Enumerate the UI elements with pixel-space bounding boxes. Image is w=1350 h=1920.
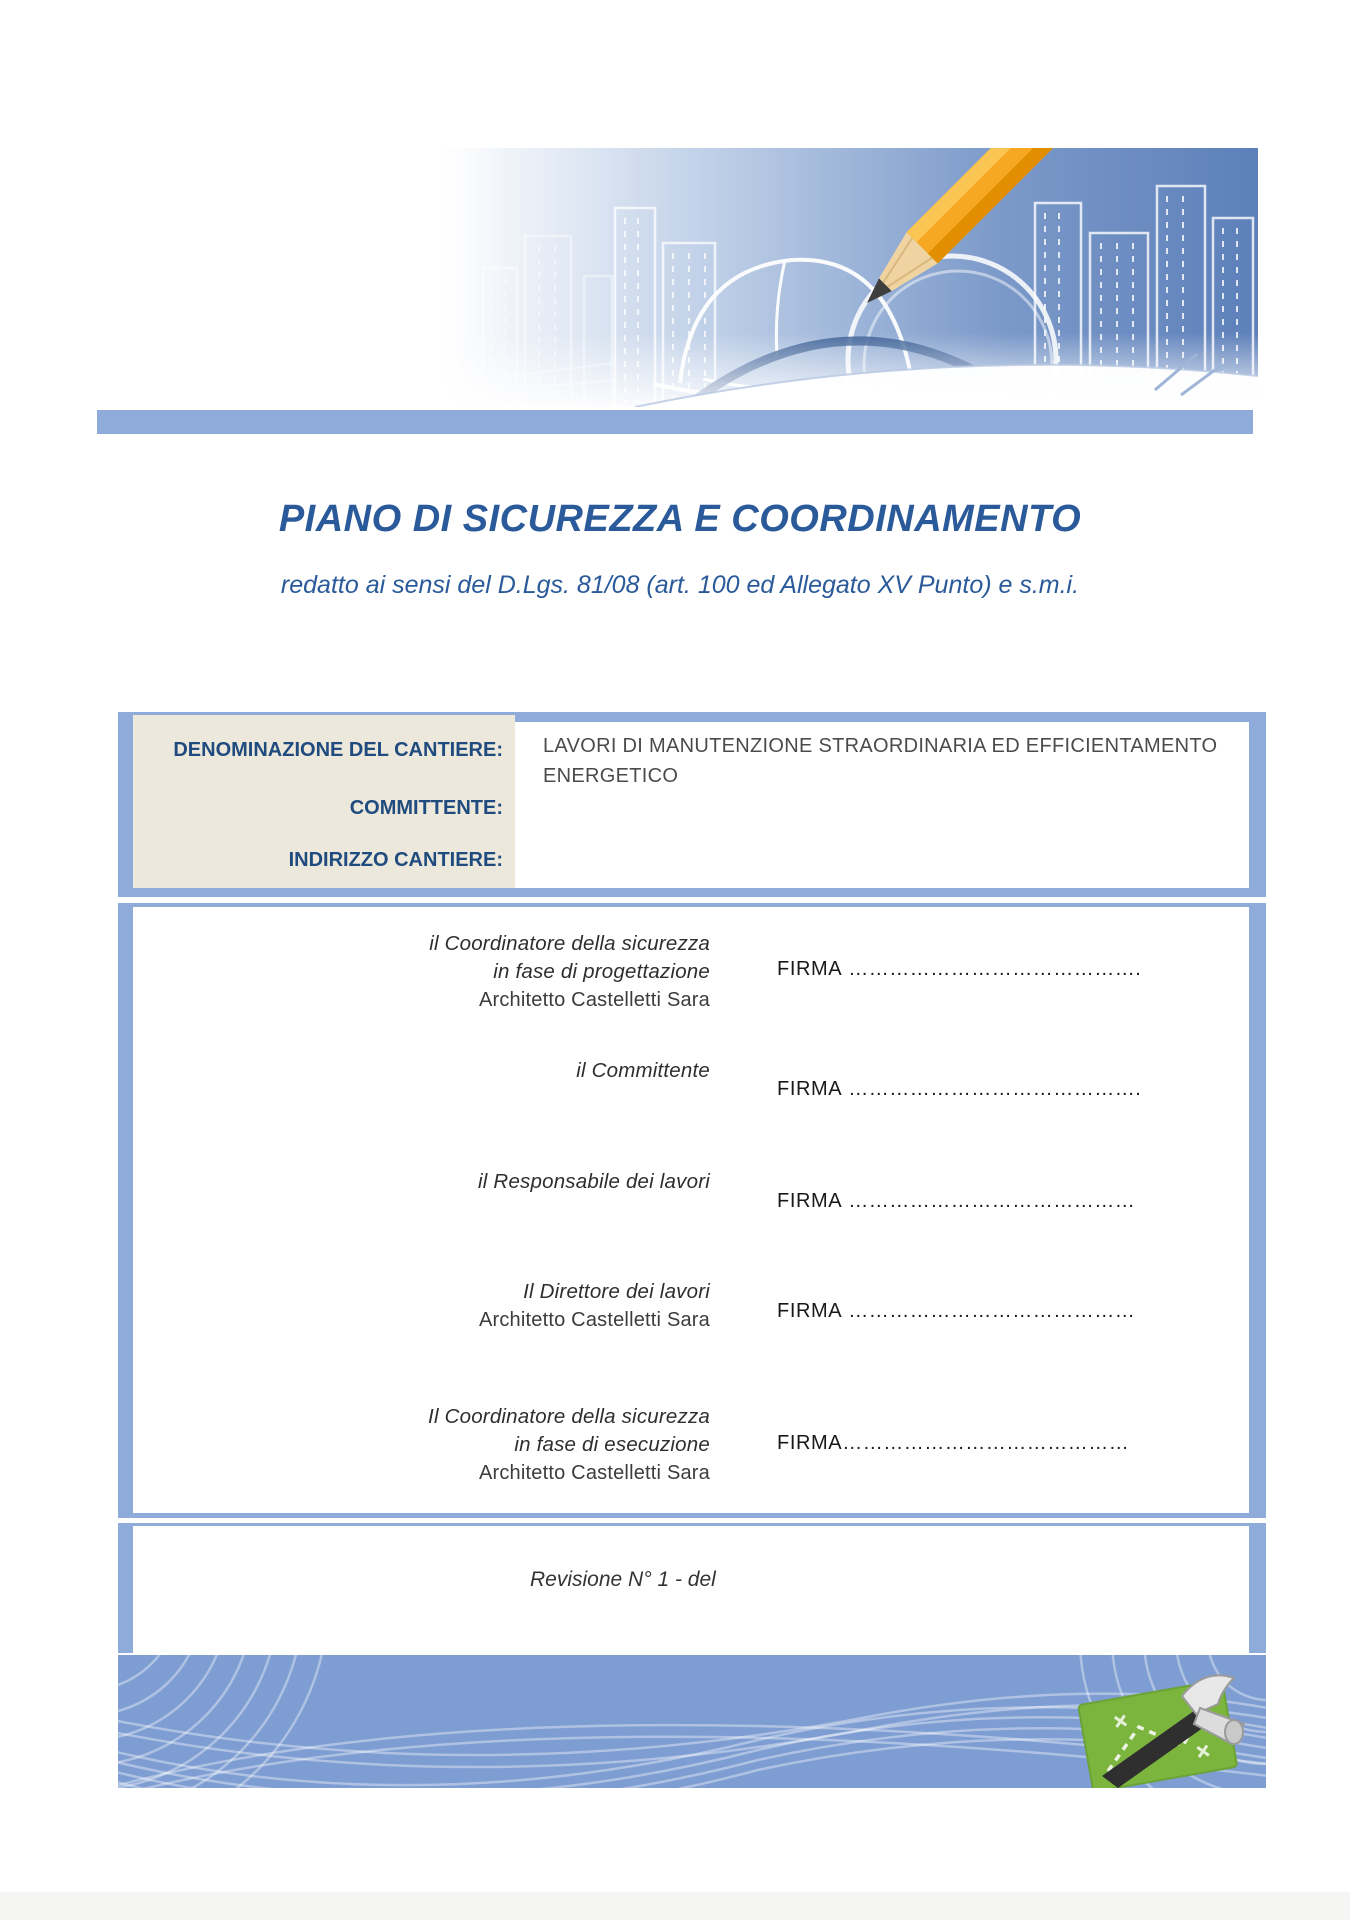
role-line: il Coordinatore della sicurezza — [429, 932, 710, 955]
signature-role — [133, 1278, 710, 1334]
firma-dotted-line: ……………………………………. — [842, 1078, 1142, 1100]
header-construction-illustration — [95, 148, 1258, 407]
signature-role — [133, 930, 710, 1014]
page-subtitle: redatto ai sensi del D.Lgs. 81/08 (art. 100 ed Allegato XV Punto) e s.m.i. — [280, 571, 1080, 599]
role-line: in fase di esecuzione — [514, 1433, 710, 1456]
worksite-values-cell — [515, 715, 1249, 888]
role-line: il Responsabile dei lavori — [478, 1170, 710, 1193]
role-line: il Committente — [576, 1059, 710, 1082]
firma-dotted-line: ……………………………………. — [842, 958, 1142, 980]
firma-line — [777, 1432, 1129, 1455]
role-line: in fase di progettazione — [493, 960, 710, 983]
signatures-section — [118, 903, 1266, 1518]
signer-name: Architetto Castelletti Sara — [478, 1462, 710, 1484]
footer-band — [118, 1655, 1266, 1788]
firma-dotted-line: …………………………………… — [842, 1190, 1136, 1212]
firma-dotted-line: …………………………………… — [842, 1300, 1136, 1322]
signature-role — [133, 1403, 710, 1487]
worksite-denominazione-value: LAVORI DI MANUTENZIONE STRAORDINARIA ED EFFICIENTAMENTO ENERGETICO — [543, 735, 1218, 787]
signer-name: Architetto Castelletti Sara — [478, 989, 710, 1011]
worksite-label-indirizzo: INDIRIZZO CANTIERE: — [288, 849, 503, 871]
firma-line — [777, 958, 1141, 981]
header-divider-band — [97, 410, 1253, 434]
worksite-label-denominazione: DENOMINAZIONE DEL CANTIERE: — [173, 739, 503, 761]
firma-dotted-line: …………………………………… — [842, 1432, 1130, 1454]
firma-line — [777, 1300, 1135, 1323]
signature-role — [133, 1168, 710, 1196]
worksite-labels-cell — [133, 715, 515, 888]
revision-label: Revisione N° 1 - del — [530, 1568, 716, 1591]
firma-label: FIRMA — [777, 958, 843, 980]
firma-label: FIRMA — [777, 1432, 843, 1454]
firma-label: FIRMA — [777, 1300, 843, 1322]
page-bottom-margin — [0, 1892, 1350, 1920]
worksite-label-committente: COMMITTENTE: — [349, 797, 503, 819]
signer-name: Architetto Castelletti Sara — [478, 1309, 710, 1331]
map-hammer-icon — [1062, 1662, 1252, 1788]
page-title: PIANO DI SICUREZZA E COORDINAMENTO — [278, 498, 1082, 540]
revision-section — [118, 1523, 1266, 1653]
title-block — [100, 498, 1260, 600]
firma-label: FIRMA — [777, 1190, 843, 1212]
role-line: Il Direttore dei lavori — [523, 1280, 710, 1303]
firma-label: FIRMA — [777, 1078, 843, 1100]
role-line: Il Coordinatore della sicurezza — [428, 1405, 710, 1428]
firma-line — [777, 1190, 1135, 1213]
firma-line — [777, 1078, 1141, 1101]
worksite-info-table — [118, 712, 1266, 897]
signature-role — [133, 1057, 710, 1085]
